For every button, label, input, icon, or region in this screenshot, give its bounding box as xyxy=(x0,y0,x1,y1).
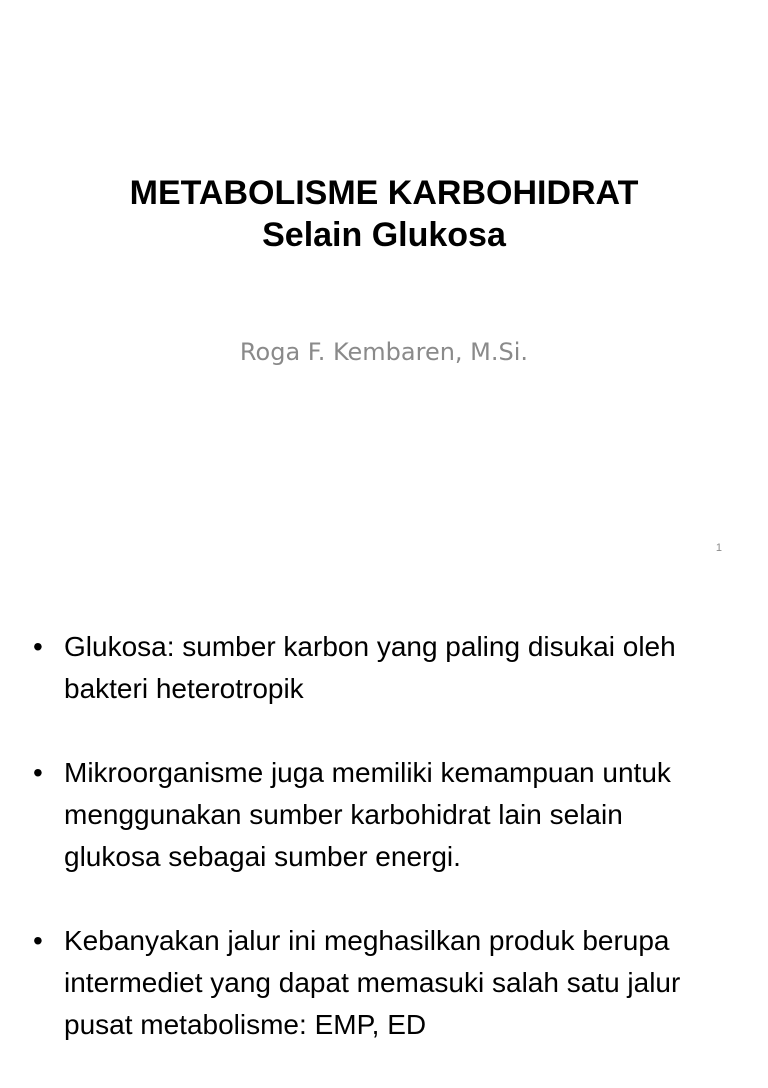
bullet-dot: • xyxy=(33,757,43,788)
page-number: 1 xyxy=(715,542,722,554)
bullet-list xyxy=(0,626,768,1088)
bullet-text: Kebanyakan jalur ini meghasilkan produk berupa intermediet yang dapat memasuki salah satu jalur pusat metabolisme: EMP, ED xyxy=(64,925,681,1040)
bullet-dot: • xyxy=(33,925,43,956)
bullet-dot: • xyxy=(33,631,43,662)
bullet-item xyxy=(0,752,768,878)
slide-title xyxy=(0,172,768,256)
bullet-item xyxy=(0,920,768,1046)
title-line-2: Selain Glukosa xyxy=(262,216,506,254)
title-line-1: METABOLISME KARBOHIDRAT xyxy=(129,174,639,212)
slide-2 xyxy=(0,576,768,1040)
author-name: Roga F. Kembaren, M.Si. xyxy=(239,338,529,366)
bullet-text: Glukosa: sumber karbon yang paling disukai oleh bakteri heterotropik xyxy=(64,631,676,704)
bullet-item xyxy=(0,626,768,710)
bullet-text: Mikroorganisme juga memiliki kemampuan untuk menggunakan sumber karbohidrat lain selain glukosa sebagai sumber energi. xyxy=(64,757,671,872)
